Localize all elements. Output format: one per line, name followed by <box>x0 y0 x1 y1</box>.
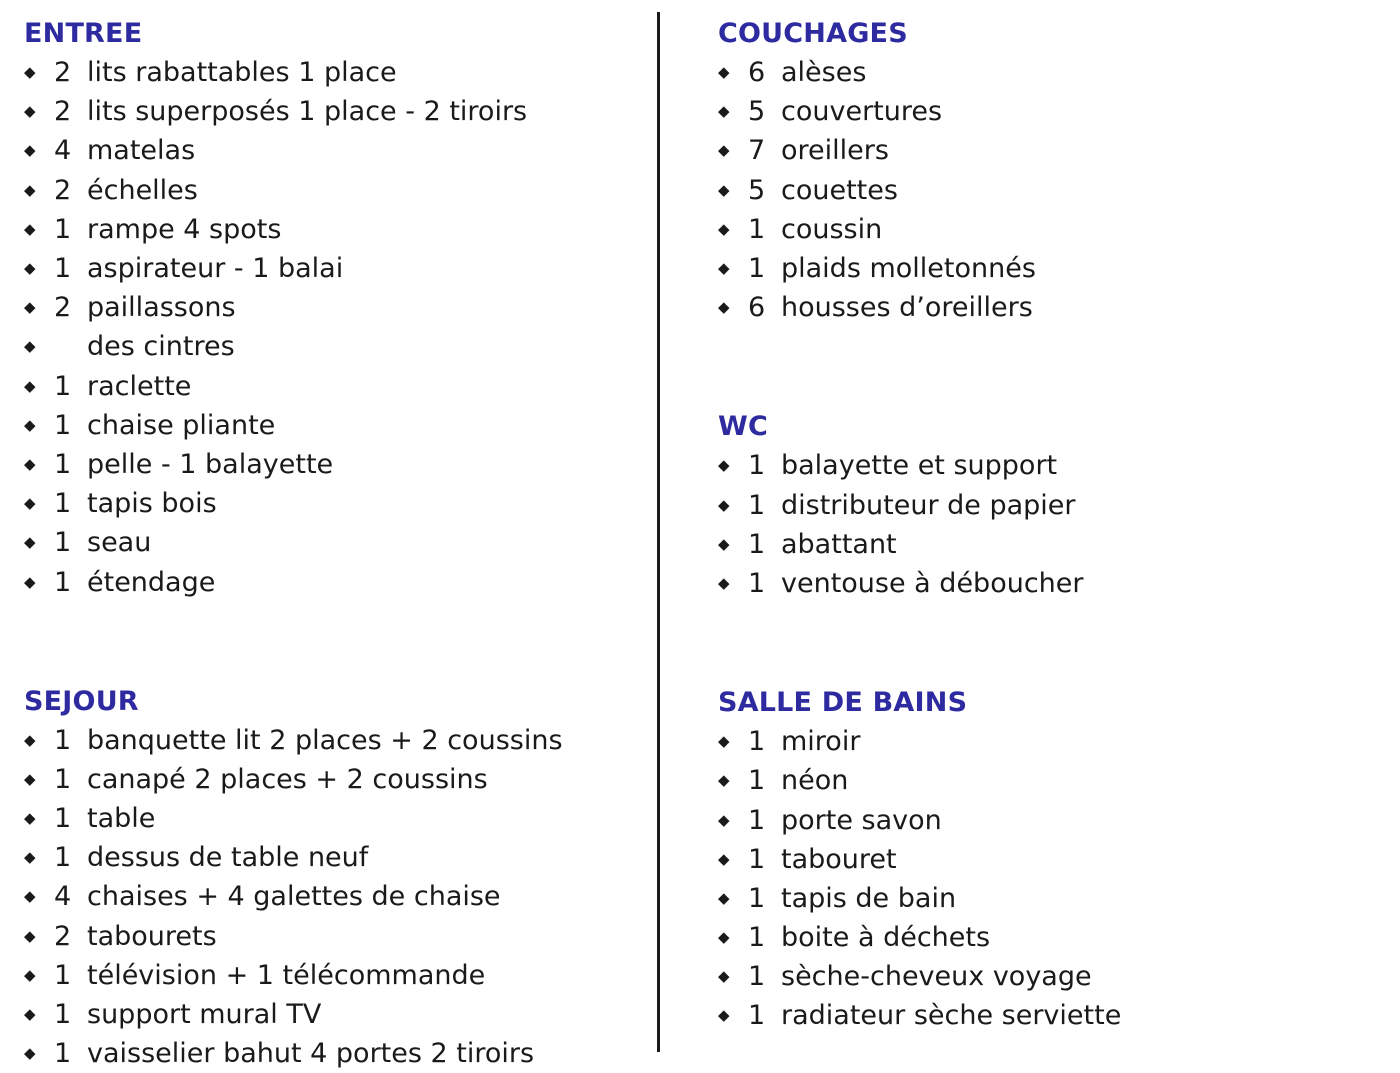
list-item <box>24 1034 644 1073</box>
list-item <box>718 840 1378 879</box>
diamond-bullet-icon: ◆ <box>718 298 730 317</box>
item-label: housses d’oreillers <box>781 292 1033 324</box>
item-quantity: 1 <box>54 763 72 795</box>
section-spacer <box>718 603 1378 683</box>
item-label: aspirateur - 1 balai <box>87 253 344 285</box>
item-label: lits rabattables 1 place <box>87 57 397 89</box>
item-quantity: 1 <box>748 1000 766 1032</box>
item-quantity: 1 <box>54 842 72 874</box>
item-label: oreillers <box>781 135 889 167</box>
section-title-couchages: COUCHAGES <box>718 18 908 49</box>
list-item <box>24 760 644 799</box>
section-entree <box>24 14 644 602</box>
diamond-bullet-icon: ◆ <box>24 415 36 434</box>
diamond-bullet-icon: ◆ <box>24 926 36 945</box>
diamond-bullet-icon: ◆ <box>24 809 36 828</box>
item-label: paillassons <box>87 292 236 324</box>
list-item <box>718 486 1378 525</box>
item-label: tapis de bain <box>781 882 957 914</box>
diamond-bullet-icon: ◆ <box>718 849 730 868</box>
list-item <box>24 171 644 210</box>
item-label: porte savon <box>781 804 942 836</box>
diamond-bullet-icon: ◆ <box>24 102 36 121</box>
section-title-entree: ENTREE <box>24 18 143 49</box>
diamond-bullet-icon: ◆ <box>24 887 36 906</box>
item-quantity: 4 <box>54 135 72 167</box>
item-quantity: 1 <box>748 450 766 482</box>
item-label: des cintres <box>87 331 235 363</box>
diamond-bullet-icon: ◆ <box>24 769 36 788</box>
list-item <box>718 288 1378 327</box>
item-quantity: 1 <box>748 922 766 954</box>
item-label: coussin <box>781 213 883 245</box>
diamond-bullet-icon: ◆ <box>718 810 730 829</box>
diamond-bullet-icon: ◆ <box>718 102 730 121</box>
diamond-bullet-icon: ◆ <box>718 928 730 947</box>
list-item <box>718 249 1378 288</box>
item-label: plaids molletonnés <box>781 253 1036 285</box>
diamond-bullet-icon: ◆ <box>24 848 36 867</box>
diamond-bullet-icon: ◆ <box>718 141 730 160</box>
item-label: raclette <box>87 370 192 402</box>
list-item <box>24 917 644 956</box>
list-item <box>24 249 644 288</box>
item-list-entree <box>24 53 644 602</box>
list-item <box>24 327 644 366</box>
list-item <box>24 445 644 484</box>
item-quantity: 1 <box>748 489 766 521</box>
list-item <box>24 53 644 92</box>
section-couchages <box>718 14 1378 327</box>
item-quantity: 2 <box>54 292 72 324</box>
list-item <box>24 367 644 406</box>
item-quantity: 1 <box>54 999 72 1031</box>
item-quantity: 1 <box>54 959 72 991</box>
list-item <box>24 877 644 916</box>
item-quantity: 6 <box>748 57 766 89</box>
item-label: couvertures <box>781 96 943 128</box>
item-label: télévision + 1 télécommande <box>87 959 486 991</box>
diamond-bullet-icon: ◆ <box>24 141 36 160</box>
diamond-bullet-icon: ◆ <box>24 298 36 317</box>
item-quantity: 2 <box>54 96 72 128</box>
diamond-bullet-icon: ◆ <box>718 495 730 514</box>
diamond-bullet-icon: ◆ <box>718 888 730 907</box>
section-title-salle-de-bains: SALLE DE BAINS <box>718 687 968 719</box>
item-label: tapis bois <box>87 488 217 520</box>
item-label: support mural TV <box>87 999 322 1031</box>
diamond-bullet-icon: ◆ <box>24 533 36 552</box>
section-title-sejour: SEJOUR <box>24 685 139 717</box>
item-quantity: 1 <box>748 843 766 875</box>
item-label: seau <box>87 527 152 559</box>
item-label: rampe 4 spots <box>87 213 282 245</box>
item-label: balayette et support <box>781 450 1058 482</box>
item-label: couettes <box>781 174 898 206</box>
diamond-bullet-icon: ◆ <box>718 534 730 553</box>
item-quantity: 1 <box>54 803 72 835</box>
item-quantity: 1 <box>748 804 766 836</box>
section-wc <box>718 407 1378 603</box>
list-item <box>718 722 1378 761</box>
section-title-wc: WC <box>718 411 768 443</box>
list-item <box>718 761 1378 800</box>
item-label: radiateur sèche serviette <box>781 1000 1122 1032</box>
item-quantity: 1 <box>748 567 766 599</box>
diamond-bullet-icon: ◆ <box>718 259 730 278</box>
list-item <box>718 957 1378 996</box>
diamond-bullet-icon: ◆ <box>24 965 36 984</box>
item-list-couchages <box>718 53 1378 327</box>
item-quantity: 1 <box>748 882 766 914</box>
list-item <box>24 838 644 877</box>
item-label: dessus de table neuf <box>87 842 369 874</box>
section-spacer <box>24 602 644 682</box>
diamond-bullet-icon: ◆ <box>24 63 36 82</box>
item-quantity: 1 <box>54 1038 72 1070</box>
item-list-sejour <box>24 721 644 1073</box>
list-item <box>718 564 1378 603</box>
item-label: canapé 2 places + 2 coussins <box>87 763 488 795</box>
list-item <box>718 210 1378 249</box>
item-quantity: 7 <box>748 135 766 167</box>
right-column <box>718 14 1378 1036</box>
list-item <box>24 288 644 327</box>
list-item <box>24 523 644 562</box>
item-quantity: 2 <box>54 57 72 89</box>
diamond-bullet-icon: ◆ <box>24 1044 36 1063</box>
diamond-bullet-icon: ◆ <box>24 572 36 591</box>
diamond-bullet-icon: ◆ <box>24 259 36 278</box>
list-item <box>718 800 1378 839</box>
diamond-bullet-icon: ◆ <box>24 180 36 199</box>
item-quantity: 1 <box>54 724 72 756</box>
item-label: néon <box>781 765 849 797</box>
item-quantity: 1 <box>748 726 766 758</box>
item-quantity: 4 <box>54 881 72 913</box>
list-item <box>24 210 644 249</box>
list-item <box>718 53 1378 92</box>
left-column <box>24 14 644 1073</box>
item-label: lits superposés 1 place - 2 tiroirs <box>87 96 528 128</box>
item-quantity: 1 <box>748 765 766 797</box>
list-item <box>24 562 644 601</box>
section-spacer <box>718 327 1378 407</box>
item-label: vaisselier bahut 4 portes 2 tiroirs <box>87 1038 535 1070</box>
item-label: étendage <box>87 566 216 598</box>
item-quantity: 2 <box>54 174 72 206</box>
list-item <box>718 131 1378 170</box>
item-label: ventouse à déboucher <box>781 567 1084 599</box>
list-item <box>24 721 644 760</box>
item-quantity: 2 <box>54 920 72 952</box>
item-quantity: 6 <box>748 292 766 324</box>
item-list-salle-de-bains <box>718 722 1378 1036</box>
item-label: boite à déchets <box>781 922 991 954</box>
section-sejour <box>24 682 644 1073</box>
diamond-bullet-icon: ◆ <box>24 730 36 749</box>
list-item <box>718 92 1378 131</box>
item-label: chaises + 4 galettes de chaise <box>87 881 501 913</box>
item-label: miroir <box>781 726 861 758</box>
item-label: distributeur de papier <box>781 489 1076 521</box>
diamond-bullet-icon: ◆ <box>718 180 730 199</box>
diamond-bullet-icon: ◆ <box>718 456 730 475</box>
section-salle-de-bains <box>718 683 1378 1036</box>
item-quantity: 1 <box>748 253 766 285</box>
diamond-bullet-icon: ◆ <box>718 63 730 82</box>
item-label: abattant <box>781 528 897 560</box>
item-label: banquette lit 2 places + 2 coussins <box>87 724 563 756</box>
column-divider <box>657 12 660 1052</box>
item-quantity: 5 <box>748 174 766 206</box>
list-item <box>718 918 1378 957</box>
list-item <box>24 995 644 1034</box>
list-item <box>718 525 1378 564</box>
item-label: alèses <box>781 57 867 89</box>
list-item <box>24 956 644 995</box>
item-quantity: 1 <box>748 213 766 245</box>
item-quantity: 1 <box>54 253 72 285</box>
list-item <box>718 446 1378 485</box>
diamond-bullet-icon: ◆ <box>718 573 730 592</box>
list-item <box>718 171 1378 210</box>
item-quantity: 1 <box>748 528 766 560</box>
item-label: tabouret <box>781 843 897 875</box>
item-quantity: 1 <box>748 961 766 993</box>
item-label: matelas <box>87 135 196 167</box>
item-list-wc <box>718 446 1378 603</box>
diamond-bullet-icon: ◆ <box>718 219 730 238</box>
diamond-bullet-icon: ◆ <box>718 1006 730 1025</box>
item-label: sèche-cheveux voyage <box>781 961 1092 993</box>
item-label: pelle - 1 balayette <box>87 448 334 480</box>
diamond-bullet-icon: ◆ <box>718 771 730 790</box>
item-quantity: 1 <box>54 448 72 480</box>
item-label: échelles <box>87 174 198 206</box>
item-label: table <box>87 803 156 835</box>
list-item <box>24 799 644 838</box>
diamond-bullet-icon: ◆ <box>24 494 36 513</box>
item-quantity: 1 <box>54 370 72 402</box>
list-item <box>24 406 644 445</box>
list-item <box>24 484 644 523</box>
item-quantity: 1 <box>54 566 72 598</box>
diamond-bullet-icon: ◆ <box>24 376 36 395</box>
item-quantity: 1 <box>54 488 72 520</box>
diamond-bullet-icon: ◆ <box>24 337 36 356</box>
list-item <box>24 92 644 131</box>
item-quantity: 1 <box>54 213 72 245</box>
diamond-bullet-icon: ◆ <box>24 219 36 238</box>
item-quantity: 1 <box>54 409 72 441</box>
diamond-bullet-icon: ◆ <box>24 454 36 473</box>
item-quantity: 5 <box>748 96 766 128</box>
item-label: tabourets <box>87 920 217 952</box>
diamond-bullet-icon: ◆ <box>718 732 730 751</box>
diamond-bullet-icon: ◆ <box>718 967 730 986</box>
list-item <box>718 996 1378 1035</box>
list-item <box>718 879 1378 918</box>
item-label: chaise pliante <box>87 409 276 441</box>
diamond-bullet-icon: ◆ <box>24 1005 36 1024</box>
item-quantity: 1 <box>54 527 72 559</box>
list-item <box>24 131 644 170</box>
